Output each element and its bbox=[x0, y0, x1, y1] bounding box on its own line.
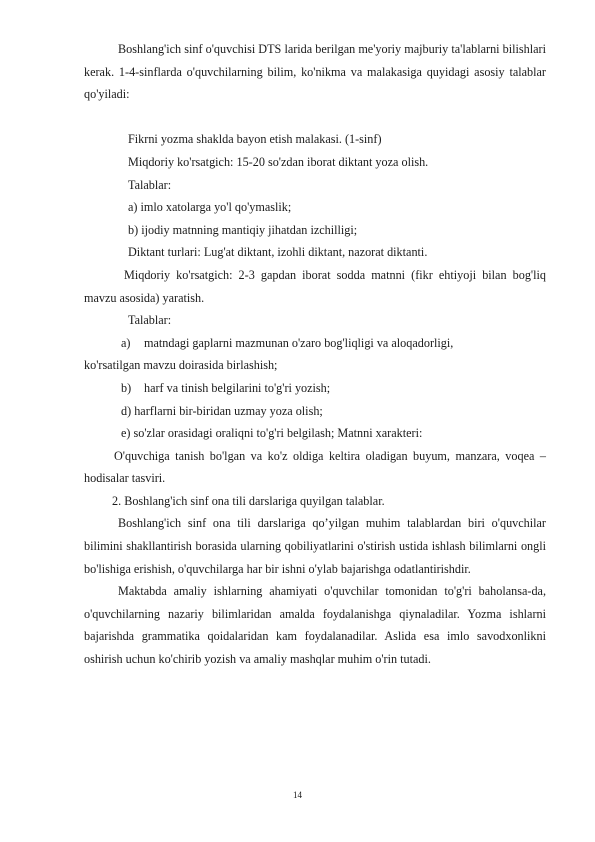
page-number: 14 bbox=[293, 790, 302, 800]
paragraph-practical-work: Maktabda amaliy ishlarning ahamiyati o'quvchilar tomonidan to'g'ri baholansa-da, o'quvchilarning nazariy bilimlaridan amalda foydalanishga qiynaladilar. Yozma ishlarni bajarishda grammatika qoidalaridan kam foydalanadilar. Aslida esa imlo savodxonlikni oshirish uchun ko'chirib yozish va amaliy mashqlar muhim o'rin tutadi. bbox=[84, 584, 546, 667]
paragraph-quantity-2: Miqdoriy ko'rsatgich: 2-3 gapdan iborat sodda matnni (fikr ehtiyoji bilan bog'liq mavzu asosida) yaratish. bbox=[84, 267, 546, 305]
paragraph-text-character: O'quvchiga tanish bo'lgan va ko'z oldiga keltira oladigan buyum, manzara, voqea –hodisalar tasviri. bbox=[84, 448, 546, 486]
section-heading-2: 2. Boshlang'ich sinf ona tili darslariga quyilgan talablar. bbox=[112, 493, 385, 508]
line-requirements-2: Talablar: bbox=[128, 313, 172, 328]
document-body bbox=[84, 38, 546, 671]
line-req-b: b) ijodiy matnning mantiqiy jihatdan izchilligi; bbox=[128, 222, 358, 237]
line-skill-title: Fikrni yozma shaklda bayon etish malakasi. (1-sinf) bbox=[128, 132, 382, 147]
line-quantity-1: Miqdoriy ko'rsatgich: 15-20 so'zdan iborat diktant yoza olish. bbox=[128, 154, 429, 169]
list-item-d: d) harflarni bir-biridan uzmay yoza olish; bbox=[121, 403, 323, 418]
line-req-a: a) imlo xatolarga yo'l qo'ymaslik; bbox=[128, 200, 292, 215]
paragraph-intro: Boshlang'ich sinf o'quvchisi DTS larida berilgan me'yoriy majburiy ta'lablarni bilishlari kerak. 1-4-sinflarda o'quvchilarning bilim, ko'nikma va malakasiga quyidagi asosiy talablar qo'yiladi: bbox=[84, 42, 546, 102]
list-a-continuation: ko'rsatilgan mavzu doirasida birlashish; bbox=[84, 358, 278, 373]
list-item-e: e) so'zlar orasidagi oraliqni to'g'ri belgilash; Matnni xarakteri: bbox=[121, 426, 423, 441]
list-text-a: matndagi gaplarni mazmunan o'zaro bog'liqligi va aloqadorligi, bbox=[144, 335, 454, 350]
list-item-b bbox=[84, 377, 546, 400]
paragraph-requirements: Boshlang'ich sinf ona tili darslariga qo’yilgan muhim talablardan biri o'quvchilar bilimini shakllantirish borasida ularning qobiliyatlarini o'stirish ustida ishlash bilimlarni ongli bo'lishiga erishish, o'quvchilarga har bir ishni o'ylab bajarishga odatlantirishdir. bbox=[84, 516, 546, 576]
list-marker-b: b) bbox=[121, 380, 132, 395]
list-text-b: harf va tinish belgilarini to'g'ri yozish; bbox=[144, 380, 331, 395]
line-requirements-1: Talablar: bbox=[128, 177, 172, 192]
blank-line bbox=[84, 106, 546, 129]
line-dictation-types: Diktant turlari: Lug'at diktant, izohli diktant, nazorat diktanti. bbox=[128, 245, 428, 260]
list-item-a bbox=[84, 332, 546, 355]
list-marker-a: a) bbox=[121, 335, 131, 350]
